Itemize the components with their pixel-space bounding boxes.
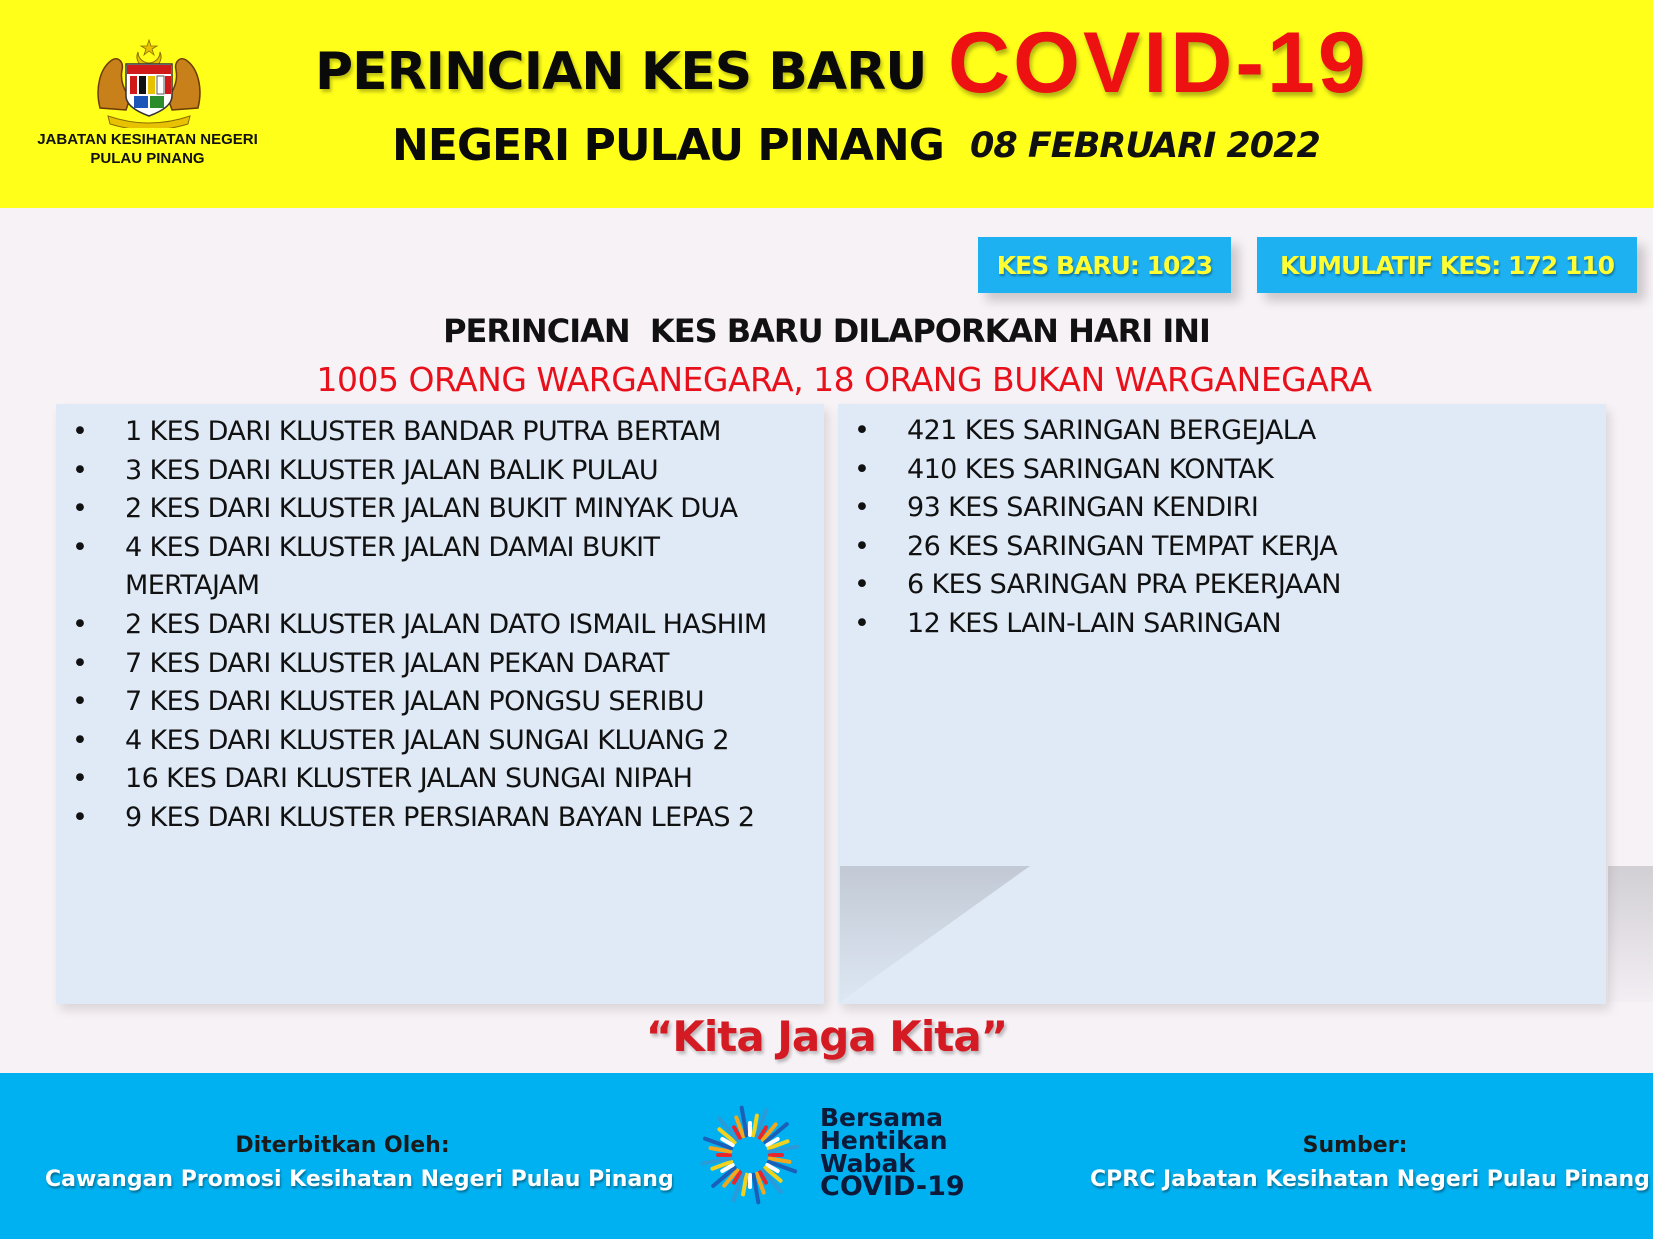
sunburst-logo-icon (700, 1098, 800, 1213)
list-item: • 410 KES SARINGAN KONTAK (838, 451, 1606, 490)
campaign-line-4: COVID-19 (820, 1171, 965, 1202)
covid-title: COVID-19 (948, 15, 1369, 111)
motto: “Kita Jaga Kita” (645, 1012, 1008, 1061)
list-item: • 12 KES LAIN-LAIN SARINGAN (838, 605, 1606, 644)
source-label: Sumber: (1302, 1133, 1408, 1158)
state-title: NEGERI PULAU PINANG (392, 120, 944, 171)
screenings-list (838, 412, 1606, 644)
publisher-name: Cawangan Promosi Kesihatan Negeri Pulau Pinang (45, 1167, 674, 1192)
list-item: • 1 KES DARI KLUSTER BANDAR PUTRA BERTAM (56, 413, 824, 452)
new-cases-badge: KES BARU: 1023 (978, 237, 1231, 293)
publisher-info (45, 1129, 674, 1197)
agency-name (20, 130, 275, 168)
list-item: • 26 KES SARINGAN TEMPAT KERJA (838, 528, 1606, 567)
list-item: • 2 KES DARI KLUSTER JALAN DATO ISMAIL HASHIM (56, 606, 824, 645)
list-item: • 4 KES DARI KLUSTER JALAN DAMAI BUKIT MERTAJAM (56, 529, 824, 606)
campaign-slogan (820, 1103, 965, 1202)
section-title: PERINCIAN KES BARU DILAPORKAN HARI INI (443, 312, 1210, 350)
list-item: • 3 KES DARI KLUSTER JALAN BALIK PULAU (56, 452, 824, 491)
malaysia-coat-of-arms-icon (90, 38, 208, 128)
campaign-line-3: Wabak (820, 1149, 915, 1178)
publisher-label: Diterbitkan Oleh: (235, 1133, 450, 1158)
agency-line-2: PULAU PINANG (90, 150, 205, 167)
list-item: • 6 KES SARINGAN PRA PEKERJAAN (838, 566, 1606, 605)
source-name: CPRC Jabatan Kesihatan Negeri Pulau Pinang (1090, 1167, 1650, 1192)
main-title: PERINCIAN KES BARU (315, 42, 927, 102)
list-item: • 7 KES DARI KLUSTER JALAN PEKAN DARAT (56, 645, 824, 684)
list-item: • 421 KES SARINGAN BERGEJALA (838, 412, 1606, 451)
header-banner (0, 0, 1653, 208)
campaign-line-1: Bersama (820, 1103, 944, 1132)
source-info (1090, 1129, 1650, 1197)
cumulative-cases-badge: KUMULATIF KES: 172 110 (1257, 237, 1637, 293)
section-subtitle: 1005 ORANG WARGANEGARA, 18 ORANG BUKAN WARGANEGARA (316, 360, 1372, 399)
report-date: 08 FEBRUARI 2022 (970, 126, 1320, 166)
list-item: • 7 KES DARI KLUSTER JALAN PONGSU SERIBU (56, 683, 824, 722)
list-item: • 4 KES DARI KLUSTER JALAN SUNGAI KLUANG 2 (56, 722, 824, 761)
campaign-line-2: Hentikan (820, 1126, 948, 1155)
list-item: • 16 KES DARI KLUSTER JALAN SUNGAI NIPAH (56, 760, 824, 799)
decorative-shadow-edge (1608, 866, 1653, 1002)
agency-line-1: JABATAN KESIHATAN NEGERI (37, 131, 258, 148)
list-item: • 9 KES DARI KLUSTER PERSIARAN BAYAN LEPAS 2 (56, 799, 824, 838)
list-item: • 93 KES SARINGAN KENDIRI (838, 489, 1606, 528)
clusters-list (56, 413, 824, 838)
list-item: • 2 KES DARI KLUSTER JALAN BUKIT MINYAK DUA (56, 490, 824, 529)
